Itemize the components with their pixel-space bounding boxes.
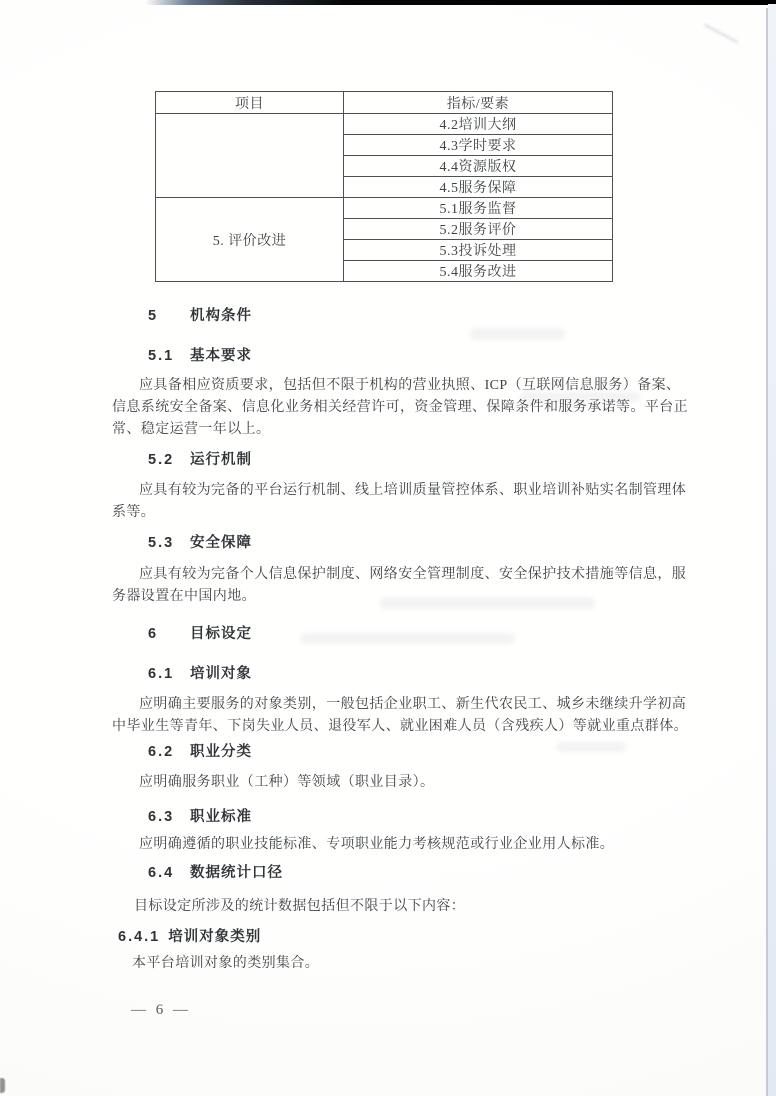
- heading-6-2-occupation-classification: [148, 740, 252, 761]
- table-cell: 4.5服务保障: [344, 177, 613, 198]
- paragraph-occupation-standards: [112, 834, 712, 856]
- paragraph-training-target-categories: [112, 953, 712, 975]
- paragraph-training-targets: [112, 694, 712, 738]
- heading-5-3-security-assurance: [148, 531, 252, 552]
- heading-5-1-basic-requirements: [148, 344, 252, 365]
- text-line: 应具有较为完备的平台运行机制、线上培训质量管控体系、职业培训补贴实名制管理体: [139, 483, 687, 498]
- heading-number: 6.4.1: [118, 929, 161, 945]
- heading-number: 5.1: [148, 348, 175, 364]
- heading-title: 机构条件: [190, 308, 252, 324]
- text-line: 应明确服务职业（工种）等领域（职业目录）。: [139, 775, 435, 790]
- table-header-indicator: 指标/要素: [344, 92, 613, 114]
- text-line: 应明确主要服务的对象类别，一般包括企业职工、新生代农民工、城乡未继续升学初高: [139, 697, 687, 712]
- scan-speck: [0, 1078, 5, 1093]
- heading-6-1-training-targets: [148, 662, 252, 683]
- text-line: 应明确遵循的职业技能标准、专项职业能力考核规范或行业企业用人标准。: [139, 837, 615, 852]
- text-line: 应具备相应资质要求，包括但不限于机构的营业执照、ICP（互联网信息服务）备案、: [139, 378, 681, 393]
- heading-6-goal-setting: [148, 622, 252, 643]
- table-cell: 5.1服务监督: [344, 198, 613, 219]
- table-cell: 5.2服务评价: [344, 219, 613, 240]
- page-number: — 6 —: [131, 1002, 191, 1018]
- table-header-item: 项目: [156, 92, 344, 114]
- heading-number: 6.4: [148, 865, 175, 881]
- heading-number: 5.2: [148, 452, 175, 468]
- heading-6-4-data-statistics-caliber: [148, 861, 283, 882]
- text-line: 目标设定所涉及的统计数据包括但不限于以下内容：: [134, 899, 466, 914]
- heading-5-2-operation-mechanism: [148, 448, 252, 469]
- show-through-artifact: [300, 633, 515, 644]
- page-edge-strip: [768, 4, 776, 1096]
- heading-number: 6.1: [148, 666, 175, 682]
- text-line: 常、稳定运营一年以上。: [112, 422, 271, 437]
- heading-title: 安全保障: [190, 535, 252, 551]
- indicator-table: [155, 91, 613, 282]
- table-cell: 4.4资源版权: [344, 156, 613, 177]
- heading-title: 数据统计口径: [190, 865, 283, 881]
- paragraph-operation-mechanism: [112, 480, 712, 524]
- heading-number: 6: [148, 626, 159, 642]
- heading-title: 目标设定: [190, 626, 252, 642]
- heading-6-3-occupation-standards: [148, 805, 252, 826]
- text-line: 信息系统安全备案、信息化业务相关经营许可，资金管理、保障条件和服务承诺等。平台正: [112, 400, 688, 415]
- heading-title: 运行机制: [190, 452, 252, 468]
- paragraph-security-assurance: [112, 564, 712, 608]
- text-line: 中毕业生等青年、下岗失业人员、退役军人、就业困难人员（含残疾人）等就业重点群体。: [112, 719, 688, 734]
- table-cell: 5.3投诉处理: [344, 240, 613, 261]
- scan-edge-top: [145, 0, 776, 5]
- heading-title: 职业标准: [190, 809, 252, 825]
- text-line: 系等。: [112, 505, 156, 520]
- text-line: 务器设置在中国内地。: [112, 589, 256, 604]
- paragraph-basic-requirements: [112, 375, 712, 441]
- table-cell: 4.2培训大纲: [344, 114, 613, 135]
- paragraph-statistics-intro: [110, 896, 710, 918]
- heading-number: 6.2: [148, 744, 175, 760]
- show-through-artifact: [470, 328, 565, 340]
- heading-title: 基本要求: [190, 348, 252, 364]
- text-line: 应具有较为完备个人信息保护制度、网络安全管理制度、安全保护技术措施等信息，服: [139, 567, 687, 582]
- heading-number: 6.3: [148, 809, 175, 825]
- table-cell: 5.4服务改进: [344, 261, 613, 282]
- heading-number: 5.3: [148, 535, 175, 551]
- table-cell-group-label: 5. 评价改进: [156, 198, 344, 282]
- table-cell-group-label: [156, 114, 344, 198]
- paragraph-occupation-classification: [112, 772, 712, 794]
- heading-title: 培训对象类别: [168, 929, 262, 945]
- heading-number: 5: [148, 308, 159, 324]
- heading-6-4-1-training-target-categories: [118, 925, 261, 946]
- text-line: 本平台培训对象的类别集合。: [132, 956, 320, 971]
- heading-5-institution-conditions: [148, 304, 252, 325]
- fold-mark: [704, 23, 739, 43]
- table-cell: 4.3学时要求: [344, 135, 613, 156]
- heading-title: 培训对象: [190, 666, 252, 682]
- show-through-artifact: [556, 742, 626, 752]
- page-edge-line: [766, 8, 768, 1096]
- heading-title: 职业分类: [190, 744, 252, 760]
